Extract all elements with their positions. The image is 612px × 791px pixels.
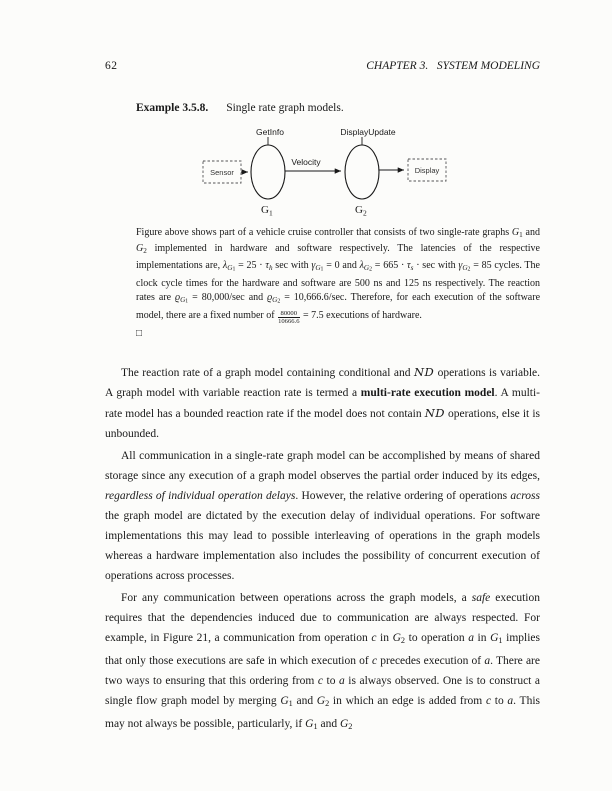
edge-label-velocity: Velocity	[291, 157, 321, 167]
graph-node-g2	[345, 145, 379, 199]
graph-node-g1	[251, 145, 285, 199]
figure-caption	[136, 226, 540, 326]
page-number: 62	[105, 60, 118, 72]
node-title-displayupdate: DisplayUpdate	[340, 127, 396, 137]
example-label: Example 3.5.8.	[136, 102, 209, 114]
chapter-title: CHAPTER 3. SYSTEM MODELING	[366, 60, 540, 72]
example-heading	[105, 102, 540, 114]
example-title: Single rate graph models.	[226, 102, 344, 114]
qed-box: □	[136, 327, 143, 339]
display-label: Display	[414, 166, 440, 175]
body-text	[105, 362, 540, 737]
paragraph-reaction-rate: The reaction rate of a graph model containing conditional and ND operations is variable. A graph model with variable reaction rate is termed a multi-rate execution model. A multi-rate model has a bounded reaction rate if the model does not contain ND operations, else it is unbounded.	[105, 364, 540, 440]
caption-text: Figure above shows part of a vehicle cruise controller that consists of two single-rate graphs G1 and G2 implemented in hardware and software respectively. The latencies of the respective implementations are, $\lambda G_1 = 25 \cdot \tau h$ sec with $\gamma G_1 = 0$ and $\lambda G_2 = 665 \cdot \tau s \cdot \sec$ with $\gamma G_2 = 85$ cycles. The clock cycle times for the hardware and software are 500 ns and 125 ns respectively. The reaction rates are $ϱG_1 = 80,000/\sec$ and $ϱG_2 = 10,666.6/\sec$. Therefore, for each execution of the software model, there are a fixed number of $\frac{80000}{10666.6}$ = 7.5 executions of hardware.	[136, 227, 541, 326]
running-header	[105, 60, 540, 72]
sensor-label: Sensor	[210, 168, 234, 177]
g2-name: $G_2$	[355, 204, 367, 218]
node-title-getinfo: GetInfo	[256, 127, 284, 137]
graph-diagram	[0, 124, 612, 224]
paragraph-safe-execution: For any communication between operations across the graph models, a safe execution requires that the dependencies induced due to communication are always respected. For example, in Figure 21, a communication from operation c in G2 to operation a in G1 implies that only those executions are safe in which execution of c precedes execution of a. There are two ways to ensuring that this ordering from c to a is always observed. One is to construct a single flow graph model by merging G1 and G2 in which an edge is added from c to a. This may not always be possible, particularly, if G1 and G2	[105, 591, 541, 731]
g1-name: $G_1$	[261, 204, 273, 218]
paragraph-communication: All communication in a single-rate graph model can be accomplished by means of shared storage since any execution of a graph model observes the partial order induced by its edges, regardless of individual operation delays. However, the relative ordering of operations across the graph model are dictated by the execution delay of individual operations. For software implementations this may lead to possible interleaving of operations in the graph models whereas a hardware implementation also includes the possibility of concurrent execution of operations across processes.	[105, 449, 540, 582]
